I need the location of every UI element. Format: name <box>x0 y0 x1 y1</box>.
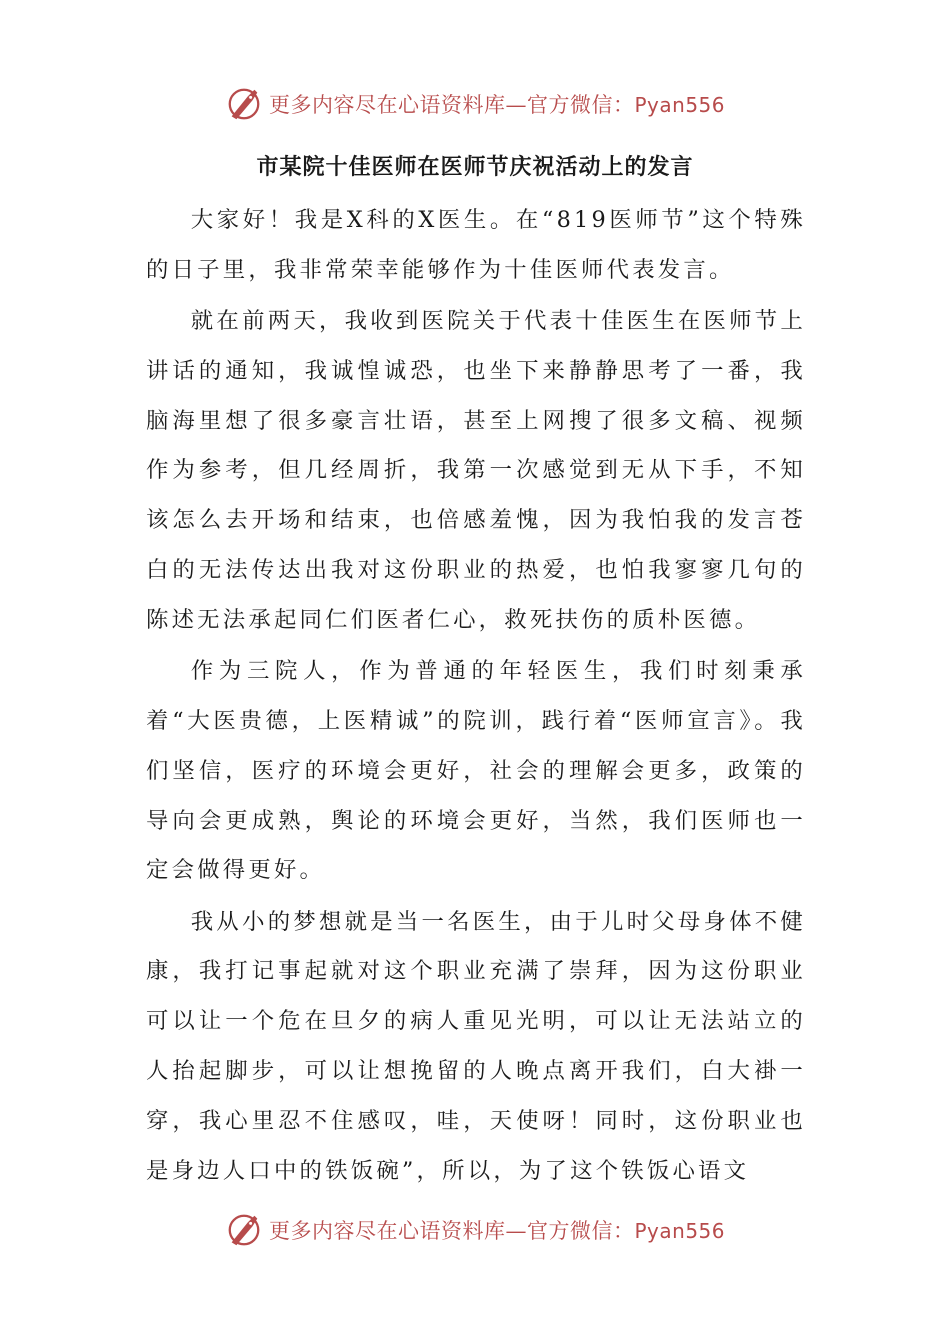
pen-nib-circle-icon <box>225 1211 263 1249</box>
document-body <box>146 196 806 1198</box>
watermark-text: 更多内容尽在心语资料库—官方微信：Pyan556 <box>268 1219 725 1243</box>
pen-nib-circle-icon <box>225 85 263 123</box>
document-title: 市某院十佳医师在医师节庆祝活动上的发言 <box>256 155 694 180</box>
watermark-text: 更多内容尽在心语资料库—官方微信：Pyan556 <box>268 93 725 117</box>
paragraph: 作为三院人，作为普通的年轻医生，我们时刻秉承着“大医贵德，上医精诚”的院训，践行着“医师宣言》。我们坚信，医疗的环境会更好，社会的理解会更多，政策的导向会更成熟，舆论的环境会更好，当然，我们医师也一定会做得更好。 <box>146 658 806 884</box>
watermark-footer <box>0 1208 950 1252</box>
paragraph: 我从小的梦想就是当一名医生，由于儿时父母身体不健康，我打记事起就对这个职业充满了崇拜，因为这份职业可以让一个危在旦夕的病人重见光明，可以让无法站立的人抬起脚步，可以让想挽留的人晚点离开我们，白大褂一穿，我心里忍不住感叹，哇，天使呀！同时，这份职业也是身边人口中的铁饭碗”，所以，为了这个铁饭心语文 <box>146 908 806 1184</box>
watermark-wechat-id: Pyan556 <box>634 93 725 117</box>
paragraph: 就在前两天，我收到医院关于代表十佳医生在医师节上讲话的通知，我诚惶诚恐，也坐下来静静思考了一番，我脑海里想了很多豪言壮语，甚至上网搜了很多文稿、视频作为参考，但几经周折，我第一次感觉到无从下手，不知该怎么去开场和结束，也倍感羞愧，因为我怕我的发言苍白的无法传达出我对这份职业的热爱，也怕我寥寥几句的陈述无法承起同仁们医者仁心，救死扶伤的质朴医德。 <box>146 308 806 633</box>
watermark-wechat-id: Pyan556 <box>634 1219 725 1243</box>
paragraph: 大家好！我是X科的X医生。在“819医师节”这个特殊的日子里，我非常荣幸能够作为十佳医师代表发言。 <box>146 207 806 283</box>
watermark-header <box>0 82 950 126</box>
